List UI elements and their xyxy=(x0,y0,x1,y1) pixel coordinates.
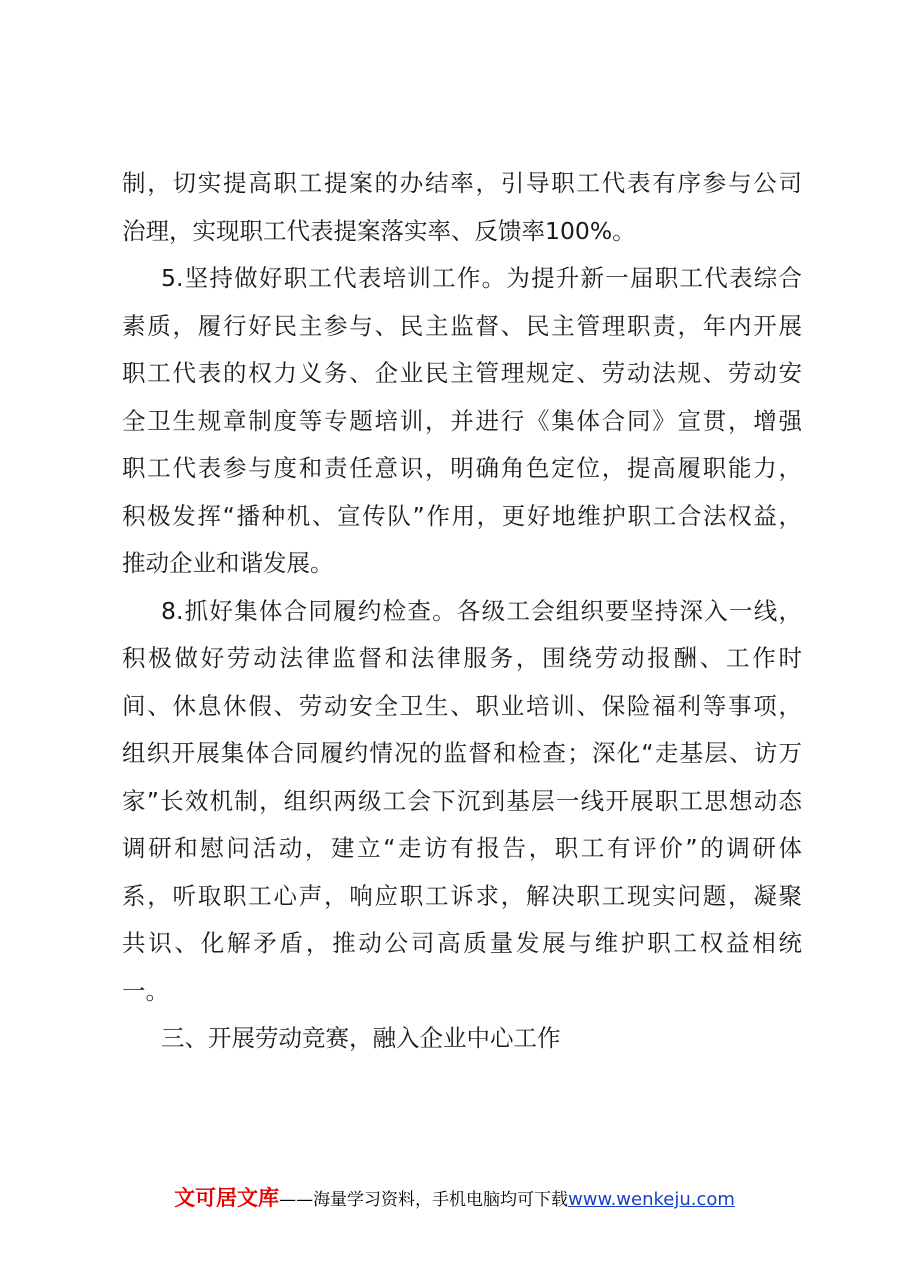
text-line: 系，听取职工心声，响应职工诉求，解决职工现实问题，凝聚 xyxy=(122,881,802,910)
footer-slogan: ——海量学习资料，手机电脑均可下载 xyxy=(279,1190,569,1210)
section-heading: 三、开展劳动竞赛，融入企业中心工作 xyxy=(161,1024,561,1052)
text-line: 推动企业和谐发展。 xyxy=(122,549,334,577)
text-line: 素质，履行好民主参与、民主监督、民主管理职责，年内开展 xyxy=(122,311,802,340)
text-line: 职工代表的权力义务、企业民主管理规定、劳动法规、劳动安 xyxy=(122,359,802,387)
text-line: 组织开展集体合同履约情况的监督和检查；深化“走基层、访万 xyxy=(122,739,802,767)
text-line: 全卫生规章制度等专题培训，并进行《集体合同》宣贯，增强 xyxy=(122,406,802,435)
footer-banner xyxy=(0,1182,909,1212)
text-line: 家”长效机制，组织两级工会下沉到基层一线开展职工思想动态 xyxy=(122,786,802,815)
paragraph-start-line: 5.坚持做好职工代表培训工作。为提升新一届职工代表综合 xyxy=(161,264,802,292)
text-line: 职工代表参与度和责任意识，明确角色定位，提高履职能力， xyxy=(122,454,802,482)
paragraph-start-line: 8.抓好集体合同履约检查。各级工会组织要坚持深入一线， xyxy=(161,596,802,625)
document-body xyxy=(122,160,802,1063)
text-line: 制，切实提高职工提案的办结率，引导职工代表有序参与公司 xyxy=(122,169,802,197)
text-line: 一。 xyxy=(122,976,169,1005)
footer-website-link[interactable]: www.wenkeju.com xyxy=(568,1189,735,1210)
text-line: 积极发挥“播种机、宣传队”作用，更好地维护职工合法权益， xyxy=(122,501,802,530)
text-line: 治理，实现职工代表提案落实率、反馈率100%。 xyxy=(122,216,636,245)
text-line: 共识、化解矛盾，推动公司高质量发展与维护职工权益相统 xyxy=(122,929,802,957)
footer-brand: 文可居文库 xyxy=(174,1186,280,1210)
text-line: 间、休息休假、劳动安全卫生、职业培训、保险福利等事项， xyxy=(122,691,802,720)
text-line: 积极做好劳动法律监督和法律服务，围绕劳动报酬、工作时 xyxy=(122,644,802,672)
text-line: 调研和慰问活动，建立“走访有报告，职工有评价”的调研体 xyxy=(122,834,802,862)
